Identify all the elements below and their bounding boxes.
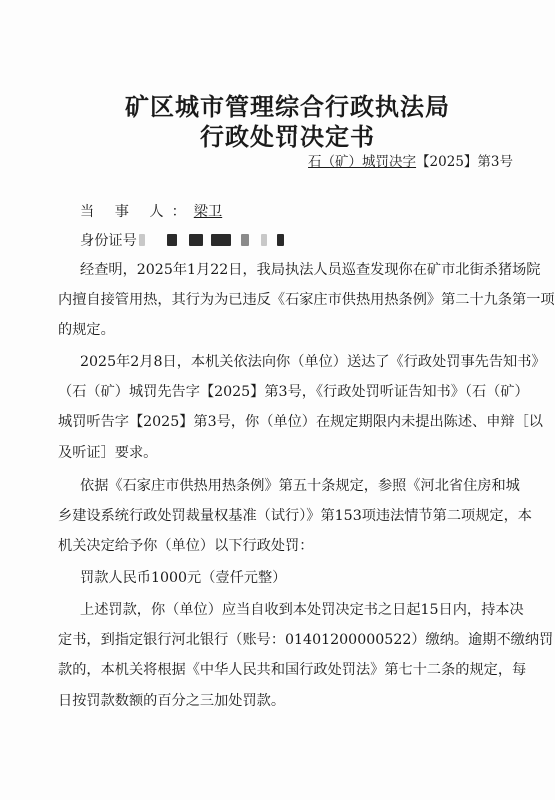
body-line: 的规定。 xyxy=(58,322,115,338)
body-line: 2025年2月8日，本机关依法向你（单位）送达了《行政处罚事先告知书》 xyxy=(80,354,546,370)
redaction-block xyxy=(277,234,284,246)
redaction-block xyxy=(261,234,267,246)
penalty-amount: 罚款人民币1000元（壹仟元整） xyxy=(80,570,287,586)
body-line: 定书，到指定银行河北银行（账号：01401200000522）缴纳。逾期不缴纳罚 xyxy=(58,632,554,648)
id-number-redaction xyxy=(137,233,284,249)
body-line: 内擅自接管用热，其行为为已违反《石家庄市供热用热条例》第二十九条第一项 xyxy=(58,292,555,308)
body-line: （石（矿）城罚先告字【2025】第3号，《行政处罚听证告知书》（石（矿） xyxy=(58,384,529,400)
body-line: 机关决定给予你（单位）以下行政处罚： xyxy=(58,538,314,554)
issuing-authority-title: 矿区城市管理综合行政执法局 xyxy=(125,92,450,121)
body-line: 上述罚款，你（单位）应当自收到本处罚决定书之日起15日内，持本决 xyxy=(80,602,524,618)
party-name: 梁卫 xyxy=(193,204,223,220)
body-line: 依据《石家庄市供热用热条例》第五十条规定，参照《河北省住房和城 xyxy=(80,478,520,494)
party-label: 当 事 人： xyxy=(80,204,194,220)
document-type-title: 行政处罚决定书 xyxy=(200,122,375,151)
body-line: 及听证］要求。 xyxy=(58,445,158,461)
body-line: 乡建设系统行政处罚裁量权基准（试行）》第153项违法情节第二项规定，本 xyxy=(58,508,532,524)
document-number xyxy=(308,153,513,171)
body-line: 款的，本机关将根据《中华人民共和国行政处罚法》第七十二条的规定，每 xyxy=(58,662,527,678)
document-number-prefix: 石（矿）城罚决字 xyxy=(308,154,417,170)
redaction-block xyxy=(189,234,203,246)
id-number-row xyxy=(80,229,530,253)
redaction-block xyxy=(241,234,249,246)
document-number-suffix: 【2025】第3号 xyxy=(416,154,513,170)
body-line: 日按罚款数额的百分之三加处罚款。 xyxy=(58,693,286,709)
body-line: 经查明，2025年1月22日，我局执法人员巡查发现你在矿市北街杀猪场院 xyxy=(80,262,541,278)
party-row xyxy=(80,200,530,224)
redaction-block xyxy=(211,234,231,246)
redaction-block xyxy=(139,234,145,246)
body-line: 城罚听告字【2025】第3号，你（单位）在规定期限内未提出陈述、申辩［以 xyxy=(58,414,543,430)
id-number-label: 身份证号 xyxy=(80,233,137,249)
redaction-block xyxy=(167,234,177,246)
